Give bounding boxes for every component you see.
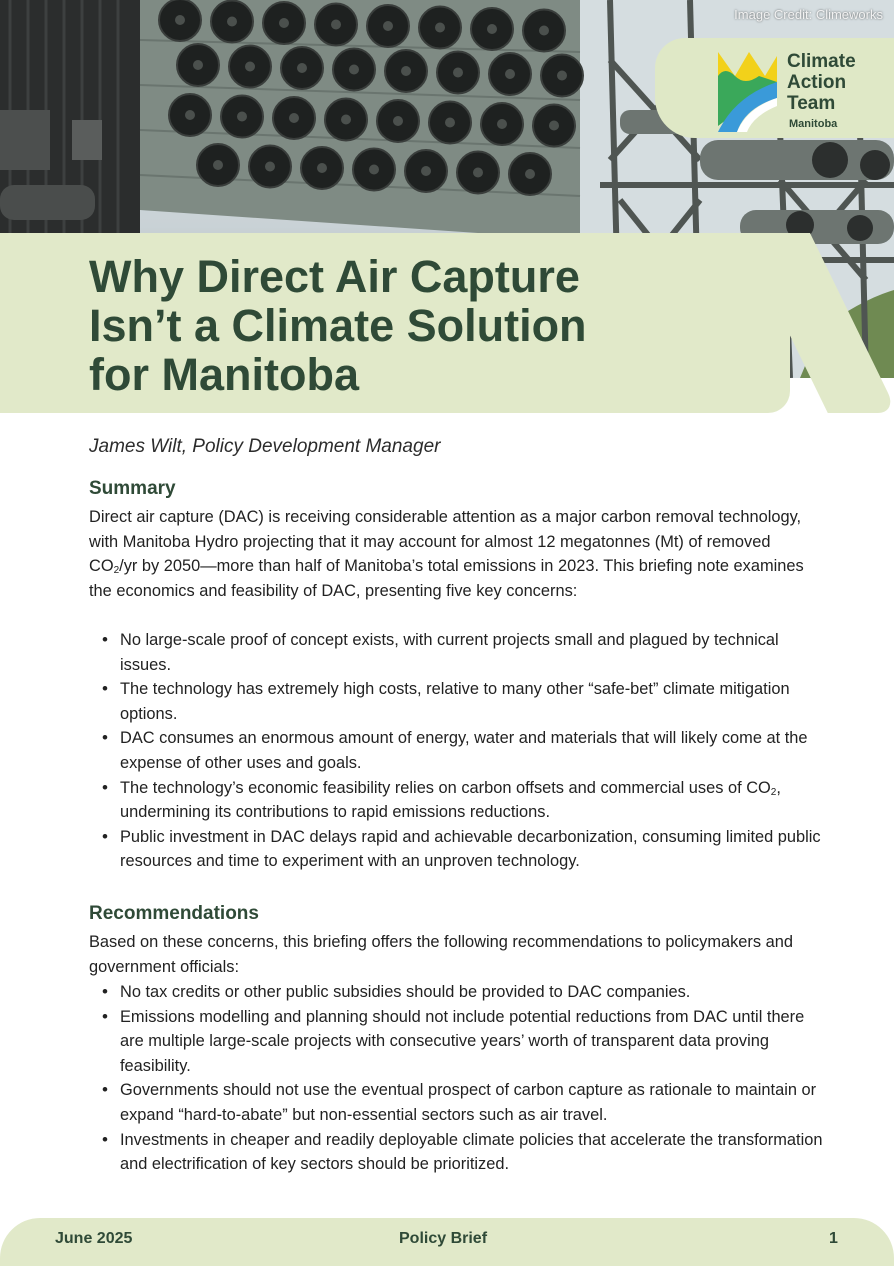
fan-hub-icon	[237, 112, 247, 122]
fan-hub-icon	[279, 18, 289, 28]
fan-hub-icon	[341, 115, 351, 125]
recommendations-list	[89, 980, 829, 1177]
summary-intro	[89, 505, 819, 603]
fan-hub-icon	[549, 121, 559, 131]
summary-intro-text-b: /yr by 2050—more than half of Manitoba’s total emissions in 2023. This briefing note examines the economics and feasibility of DAC, presenting five key concerns:	[89, 557, 804, 600]
fan-hub-icon	[539, 26, 549, 36]
fan-hub-icon	[175, 15, 185, 25]
logo-region: Manitoba	[789, 118, 838, 130]
fan-hub-icon	[369, 165, 379, 175]
summary-heading: Summary	[89, 478, 176, 499]
list-item: • Emissions modelling and planning should not include potential reductions from DAC until there are multiple large-scale projects with consecutive years’ worth of transparent data proving feasibility.	[89, 1005, 829, 1079]
fan-hub-icon	[435, 23, 445, 33]
list-item: • The technology has extremely high costs, relative to many other “safe-bet” climate mitigation options.	[89, 677, 829, 726]
list-item: • Governments should not use the eventual prospect of carbon capture as rationale to maintain or expand “hard-to-abate” but non-essential sectors such as air travel.	[89, 1078, 829, 1127]
recommendations-heading: Recommendations	[89, 903, 259, 924]
fan-hub-icon	[227, 17, 237, 27]
fan-hub-icon	[453, 68, 463, 78]
logo-line-2: Action	[787, 72, 847, 93]
fan-hub-icon	[445, 118, 455, 128]
fan-hub-icon	[525, 169, 535, 179]
fan-hub-icon	[289, 113, 299, 123]
fan-hub-icon	[349, 65, 359, 75]
summary-intro-subscript: 2	[113, 565, 120, 577]
document-title	[89, 252, 709, 399]
fan-hub-icon	[185, 110, 195, 120]
summary-concerns-list	[89, 628, 829, 874]
climate-action-team-logo-icon	[715, 46, 781, 132]
fan-hub-icon	[317, 163, 327, 173]
title-line-3: for Manitoba	[89, 349, 359, 400]
fan-hub-icon	[401, 66, 411, 76]
fan-hub-icon	[393, 116, 403, 126]
footer-date: June 2025	[55, 1230, 133, 1247]
list-item: • DAC consumes an enormous amount of energy, water and materials that will likely come at the expense of other uses and goals.	[89, 726, 829, 775]
fan-hub-icon	[383, 21, 393, 31]
fan-hub-icon	[193, 60, 203, 70]
logo-line-3: Team	[787, 93, 836, 114]
summary-intro-text-a: Direct air capture (DAC) is receiving considerable attention as a major carbon removal technology, with Manitoba Hydro projecting that it may account for almost 12 megatonnes (Mt) of removed CO	[89, 508, 802, 576]
image-credit: Image Credit: Climeworks	[734, 7, 883, 22]
fan-hub-icon	[473, 168, 483, 178]
list-item: • Investments in cheaper and readily deployable climate policies that accelerate the transformation and electrification of key sectors should be prioritized.	[89, 1128, 829, 1177]
list-item: • Public investment in DAC delays rapid and achievable decarbonization, consuming limited public resources and time to experiment with an unproven technology.	[89, 825, 829, 874]
title-line-2: Isn’t a Climate Solution	[89, 300, 587, 351]
title-line-1: Why Direct Air Capture	[89, 251, 580, 302]
logo-badge	[655, 38, 894, 138]
fan-hub-icon	[487, 24, 497, 34]
bullet4-text-a: The technology’s economic feasibility relies on carbon offsets and commercial uses of CO	[120, 778, 771, 797]
page-footer	[0, 1218, 894, 1266]
fan-hub-icon	[557, 71, 567, 81]
fan-hub-icon	[331, 20, 341, 30]
page-number: 1	[829, 1230, 838, 1247]
footer-doc-type: Policy Brief	[399, 1230, 488, 1247]
recommendations-intro: Based on these concerns, this briefing offers the following recommendations to policymakers and government officials:	[89, 933, 793, 976]
list-item: • No large-scale proof of concept exists, with current projects small and plagued by technical issues.	[89, 628, 829, 677]
fan-hub-icon	[213, 160, 223, 170]
fan-hub-icon	[265, 162, 275, 172]
fan-hub-icon	[297, 63, 307, 73]
list-item	[89, 776, 829, 825]
author-line: James Wilt, Policy Development Manager	[89, 436, 441, 457]
fan-hub-icon	[421, 166, 431, 176]
fan-hub-icon	[245, 62, 255, 72]
bullet4-subscript: 2	[770, 786, 777, 798]
fan-hub-icon	[505, 69, 515, 79]
fan-hub-icon	[497, 119, 507, 129]
logo-wordmark	[787, 51, 856, 114]
bullet4-text-b: , undermining its contributions to rapid emissions reductions.	[120, 778, 781, 822]
logo-line-1: Climate	[787, 51, 856, 72]
list-item: • No tax credits or other public subsidies should be provided to DAC companies.	[89, 980, 829, 1005]
